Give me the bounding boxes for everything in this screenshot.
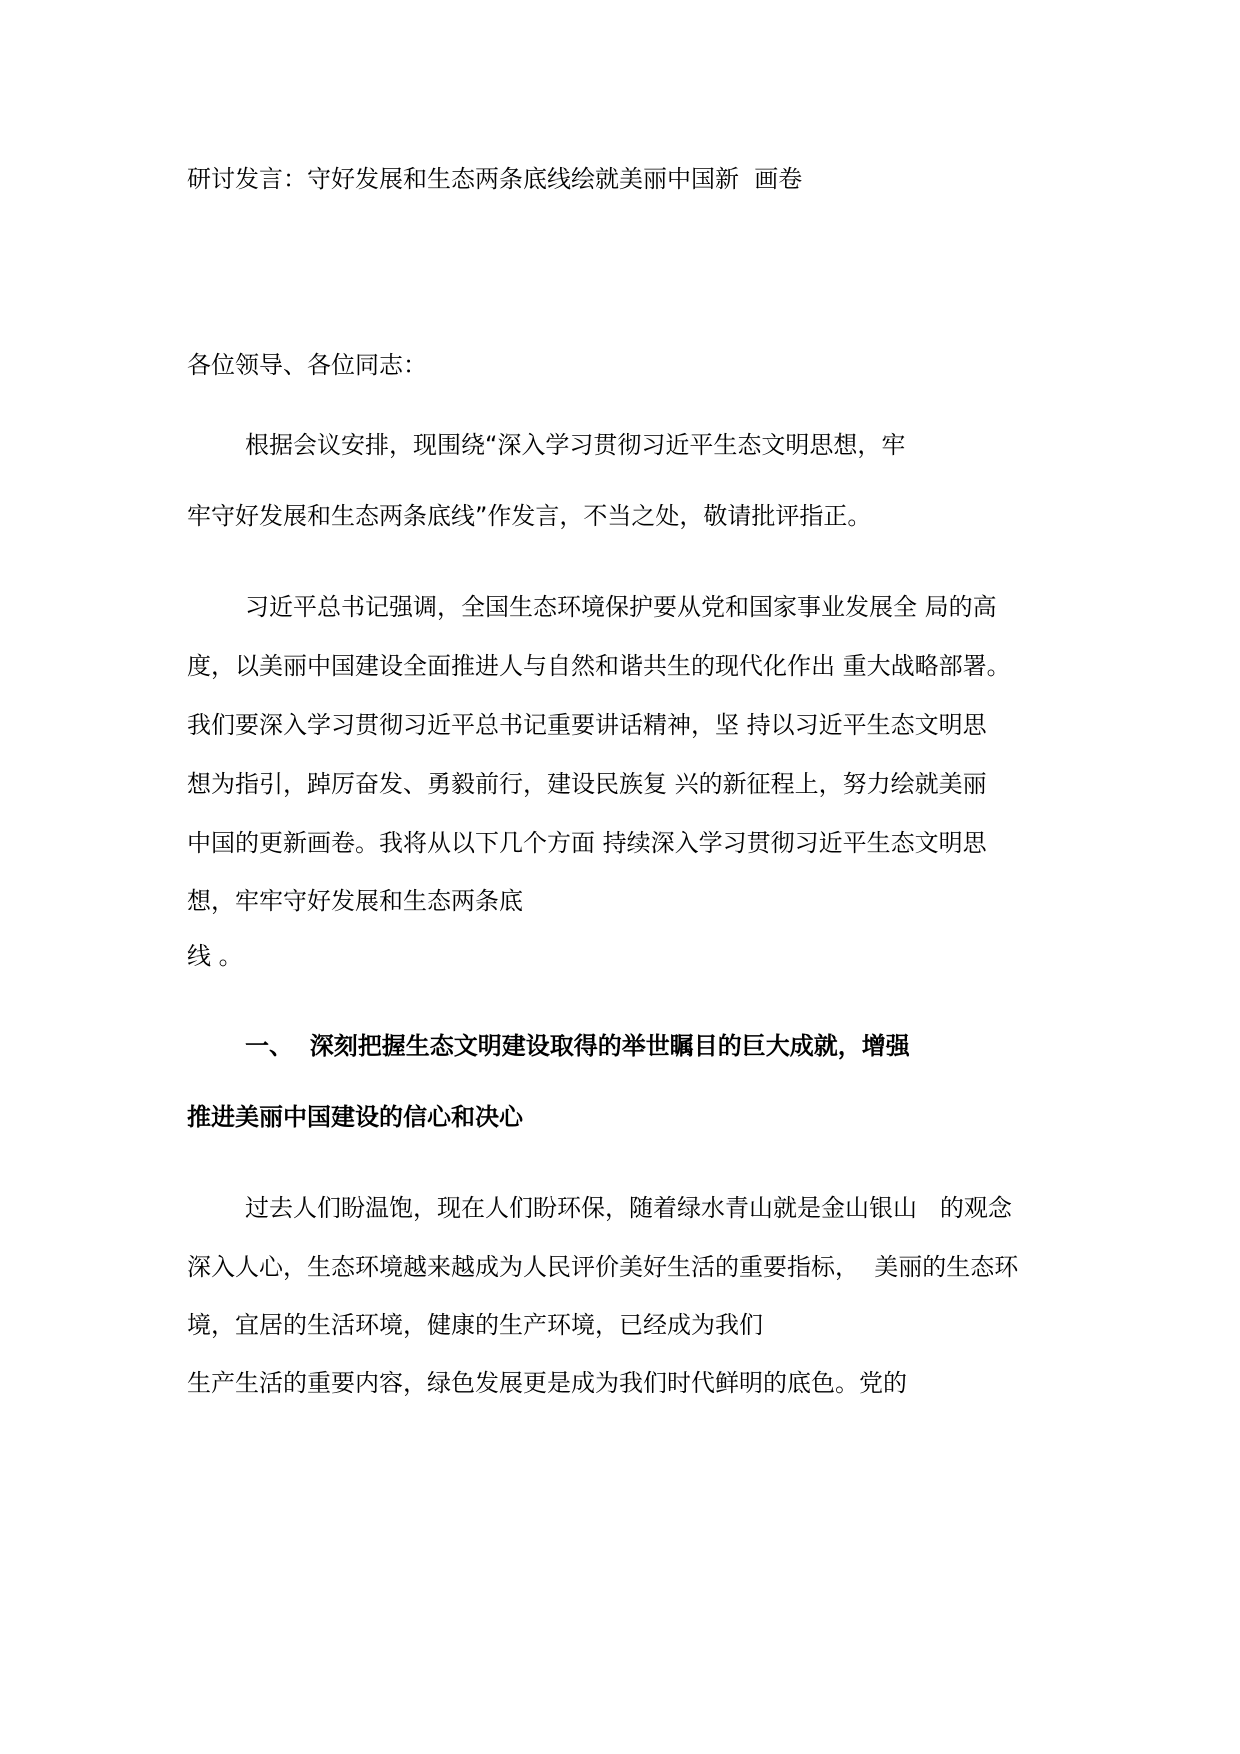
intro-line: 根据会议安排，现围绕“深入学习贯彻习近平生态文明思想，牢 (245, 431, 906, 459)
section-heading: 一、 深刻把握生态文明建设取得的举世瞩目的巨大成就，增强 (245, 1032, 910, 1060)
paragraph-line: 我们要深入学习贯彻习近平总书记重要讲话精神，坚 持以习近平生态文明思 (187, 711, 987, 739)
paragraph-line: 度，以美丽中国建设全面推进人与自然和谐共生的现代化作出 重大战略部署。 (187, 652, 1011, 680)
paragraph-line: 线 。 (187, 942, 243, 970)
paragraph-line: 过去人们盼温饱，现在人们盼环保，随着绿水青山就是金山银山 的观念 (245, 1194, 1012, 1222)
intro-line: 牢守好发展和生态两条底线”作发言，不当之处，敬请批评指正。 (187, 502, 872, 530)
section-heading: 推进美丽中国建设的信心和决心 (187, 1103, 523, 1131)
paragraph-line: 想为指引，踔厉奋发、勇毅前行，建设民族复 兴的新征程上，努力绘就美丽 (187, 770, 987, 798)
paragraph-line: 想，牢牢守好发展和生态两条底 (187, 887, 523, 915)
paragraph-line: 中国的更新画卷。我将从以下几个方面 持续深入学习贯彻习近平生态文明思 (187, 829, 987, 857)
document-title: 研讨发言：守好发展和生态两条底线绘就美丽中国新 画卷 (187, 165, 803, 193)
paragraph-line: 境，宜居的生活环境，健康的生产环境，已经成为我们 (187, 1311, 763, 1339)
salutation: 各位领导、各位同志： (187, 351, 427, 379)
paragraph-line: 生产生活的重要内容，绿色发展更是成为我们时代鲜明的底色。党的 (187, 1369, 907, 1397)
paragraph-line: 习近平总书记强调，全国生态环境保护要从党和国家事业发展全 局的高 (245, 593, 997, 621)
paragraph-line: 深入人心，生态环境越来越成为人民评价美好生活的重要指标， 美丽的生态环 (187, 1253, 1019, 1281)
